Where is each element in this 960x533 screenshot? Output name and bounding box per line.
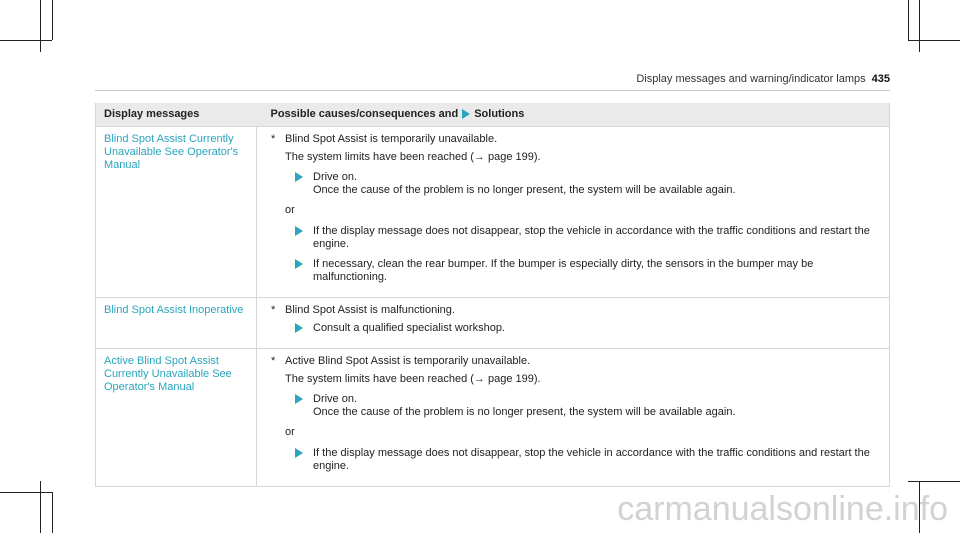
step [295, 258, 881, 284]
step [295, 171, 881, 197]
watermark: carmanualsonline.info [617, 490, 948, 528]
step-text: Consult a qualified specialist workshop. [313, 322, 505, 334]
crop-mark [40, 481, 41, 533]
or-text: or [285, 426, 295, 438]
col-header-causes-label: Possible causes/consequences and [270, 108, 459, 120]
step-text: If necessary, clean the rear bumper. If the bumper is especially dirty, the sensors in the bumper may be malfunctioning. [313, 258, 814, 283]
note-text: The system limits have been reached (→ page 199). [285, 373, 541, 385]
col-header-solutions-label: Solutions [474, 108, 525, 120]
step-text: Drive on. [313, 171, 358, 183]
step [295, 447, 881, 473]
cause-line [271, 304, 881, 317]
step-text: Drive on. [313, 393, 358, 405]
crop-mark [908, 481, 960, 482]
table-row [96, 349, 890, 487]
arrow-icon [462, 109, 470, 119]
cause-text: Blind Spot Assist is malfunctioning. [285, 304, 455, 316]
cause-text: Active Blind Spot Assist is temporarily unavailable. [285, 355, 531, 367]
step-text: If the display message does not disappear, stop the vehicle in accordance with the traffic conditions and restart the engine. [313, 447, 870, 472]
message-cell: Blind Spot Assist Inoperative [96, 298, 257, 349]
arrow-icon [295, 172, 303, 182]
star-marker: * [271, 355, 276, 367]
step [295, 393, 881, 419]
page-number: 435 [871, 73, 890, 85]
header-rule [95, 90, 890, 91]
arrow-icon [295, 226, 303, 236]
page-header [0, 0, 960, 100]
step [295, 322, 881, 335]
step-text: If the display message does not disappear, stop the vehicle in accordance with the traffic conditions and restart the engine. [313, 225, 870, 250]
table-header-row [96, 103, 890, 127]
message-cell: Blind Spot Assist Currently Unavailable See Operator's Manual [96, 127, 257, 298]
solution-cell [257, 127, 890, 298]
note-text: The system limits have been reached (→ page 199). [285, 151, 541, 163]
running-header [636, 73, 890, 85]
crop-mark [52, 492, 53, 533]
cause-text: Blind Spot Assist is temporarily unavailable. [285, 133, 498, 145]
col-header-messages: Display messages [96, 103, 257, 127]
arrow-icon [295, 448, 303, 458]
crop-mark [0, 492, 52, 493]
table-row [96, 127, 890, 298]
message-table [95, 103, 890, 487]
step-result: Once the cause of the problem is no longer present, the system will be available again. [313, 406, 736, 418]
arrow-icon [295, 394, 303, 404]
step [295, 225, 881, 251]
star-marker: * [271, 304, 276, 316]
solution-cell [257, 349, 890, 487]
cause-line [271, 355, 881, 368]
step-result: Once the cause of the problem is no longer present, the system will be available again. [313, 184, 736, 196]
section-title: Display messages and warning/indicator lamps [636, 73, 866, 85]
solution-cell [257, 298, 890, 349]
or-text: or [285, 204, 295, 216]
table-row [96, 298, 890, 349]
cause-line [271, 133, 881, 146]
arrow-icon [295, 259, 303, 269]
star-marker: * [271, 133, 276, 145]
arrow-icon [295, 323, 303, 333]
col-header-causes [257, 103, 890, 127]
message-cell: Active Blind Spot Assist Currently Unavailable See Operator's Manual [96, 349, 257, 487]
